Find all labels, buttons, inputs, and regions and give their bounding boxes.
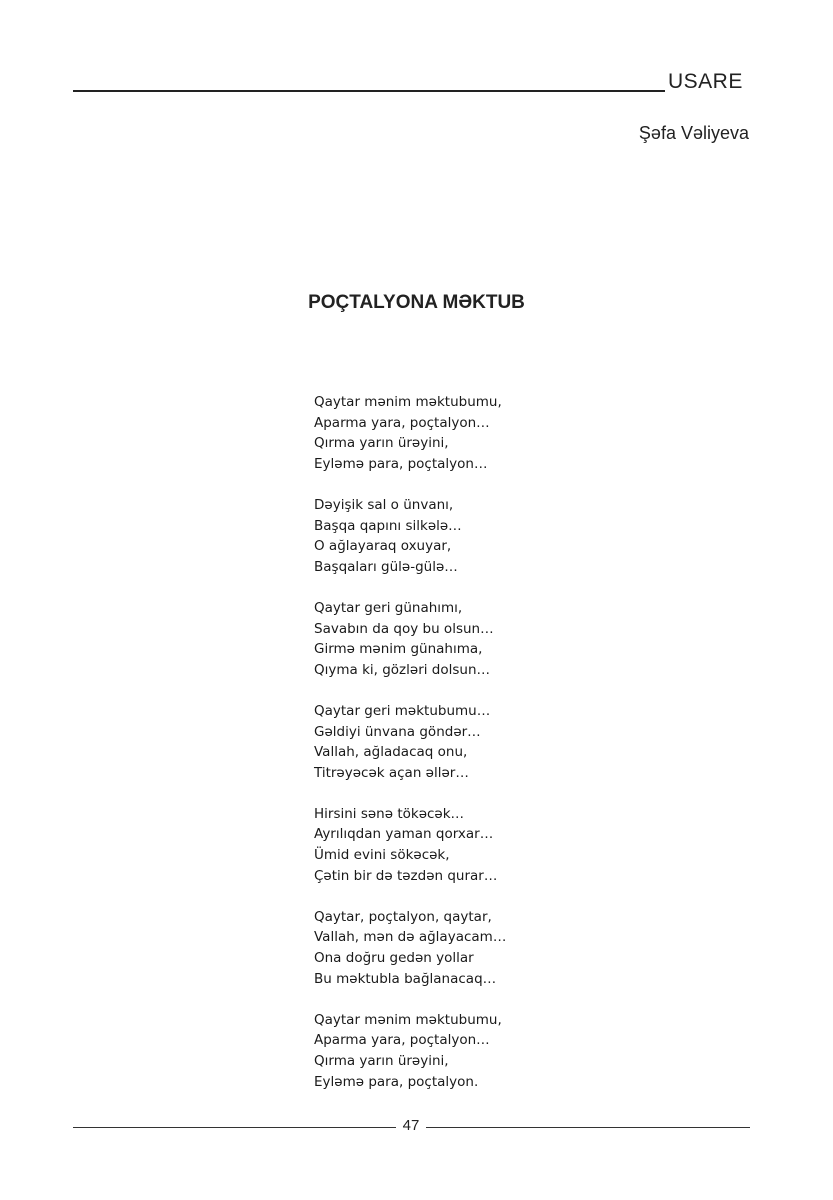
poem-line: Girmə mənim günahıma, (314, 641, 483, 658)
poem-line: Başqa qapını silkələ… (314, 517, 462, 534)
poem-line: Aparma yara, poçtalyon… (314, 1032, 490, 1049)
poem-line: Vallah, ağladacaq onu, (314, 744, 468, 761)
poem-line: Ayrılıqdan yaman qorxar… (314, 826, 494, 843)
stanza (314, 392, 506, 474)
stanza (314, 495, 506, 577)
poem-line: Savabın da qoy bu olsun… (314, 620, 494, 637)
stanza (314, 804, 506, 886)
poem-line: Dəyişik sal o ünvanı, (314, 496, 454, 513)
poem-line: Bu məktubla bağlanacaq… (314, 970, 497, 987)
poem-line: Qaytar mənim məktubumu, (314, 1011, 502, 1028)
poem-line: Başqaları gülə-gülə… (314, 558, 458, 575)
poem-line: Gəldiyi ünvana göndər… (314, 723, 481, 740)
poem-line: Aparma yara, poçtalyon… (314, 414, 490, 431)
poem-body (314, 392, 506, 1092)
poem-line: Eyləmə para, poçtalyon… (314, 455, 488, 472)
poem-line: Qaytar geri məktubumu… (314, 702, 491, 719)
poem-line: Titrəyəcək açan əllər… (314, 764, 469, 781)
poem-line: Qırma yarın ürəyini, (314, 435, 449, 452)
header-rule (73, 90, 665, 92)
footer-rule-right (426, 1127, 750, 1128)
poem-line: Qıyma ki, gözləri dolsun… (314, 661, 491, 678)
stanza (314, 907, 506, 989)
author-name: Şəfa Vəliyeva (638, 123, 749, 143)
stanza (314, 598, 506, 680)
poem-line: Ümid evini sökəcək, (314, 847, 450, 864)
poem-line: Hirsini sənə tökəcək… (314, 805, 465, 822)
journal-name: USARE (668, 70, 743, 93)
poem-title: POÇTALYONA MƏKTUB (308, 292, 525, 313)
poem-line: Qaytar geri günahımı, (314, 599, 463, 616)
poem-line: Qırma yarın ürəyini, (314, 1053, 449, 1069)
page-number: 47 (402, 1117, 420, 1134)
poem-line: Eyləmə para, poçtalyon. (314, 1073, 479, 1090)
footer-rule-left (73, 1127, 396, 1128)
poem-line: Vallah, mən də ağlayacam… (314, 929, 507, 946)
poem-line: Çətin bir də təzdən qurar… (314, 867, 498, 884)
poem-line: Ona doğru gedən yollar (314, 950, 474, 967)
stanza (314, 701, 506, 783)
stanza (314, 1010, 506, 1092)
poem-line: Qaytar, poçtalyon, qaytar, (314, 908, 492, 925)
poem-line: O ağlayaraq oxuyar, (314, 538, 452, 555)
poem-line: Qaytar mənim məktubumu, (314, 394, 502, 410)
